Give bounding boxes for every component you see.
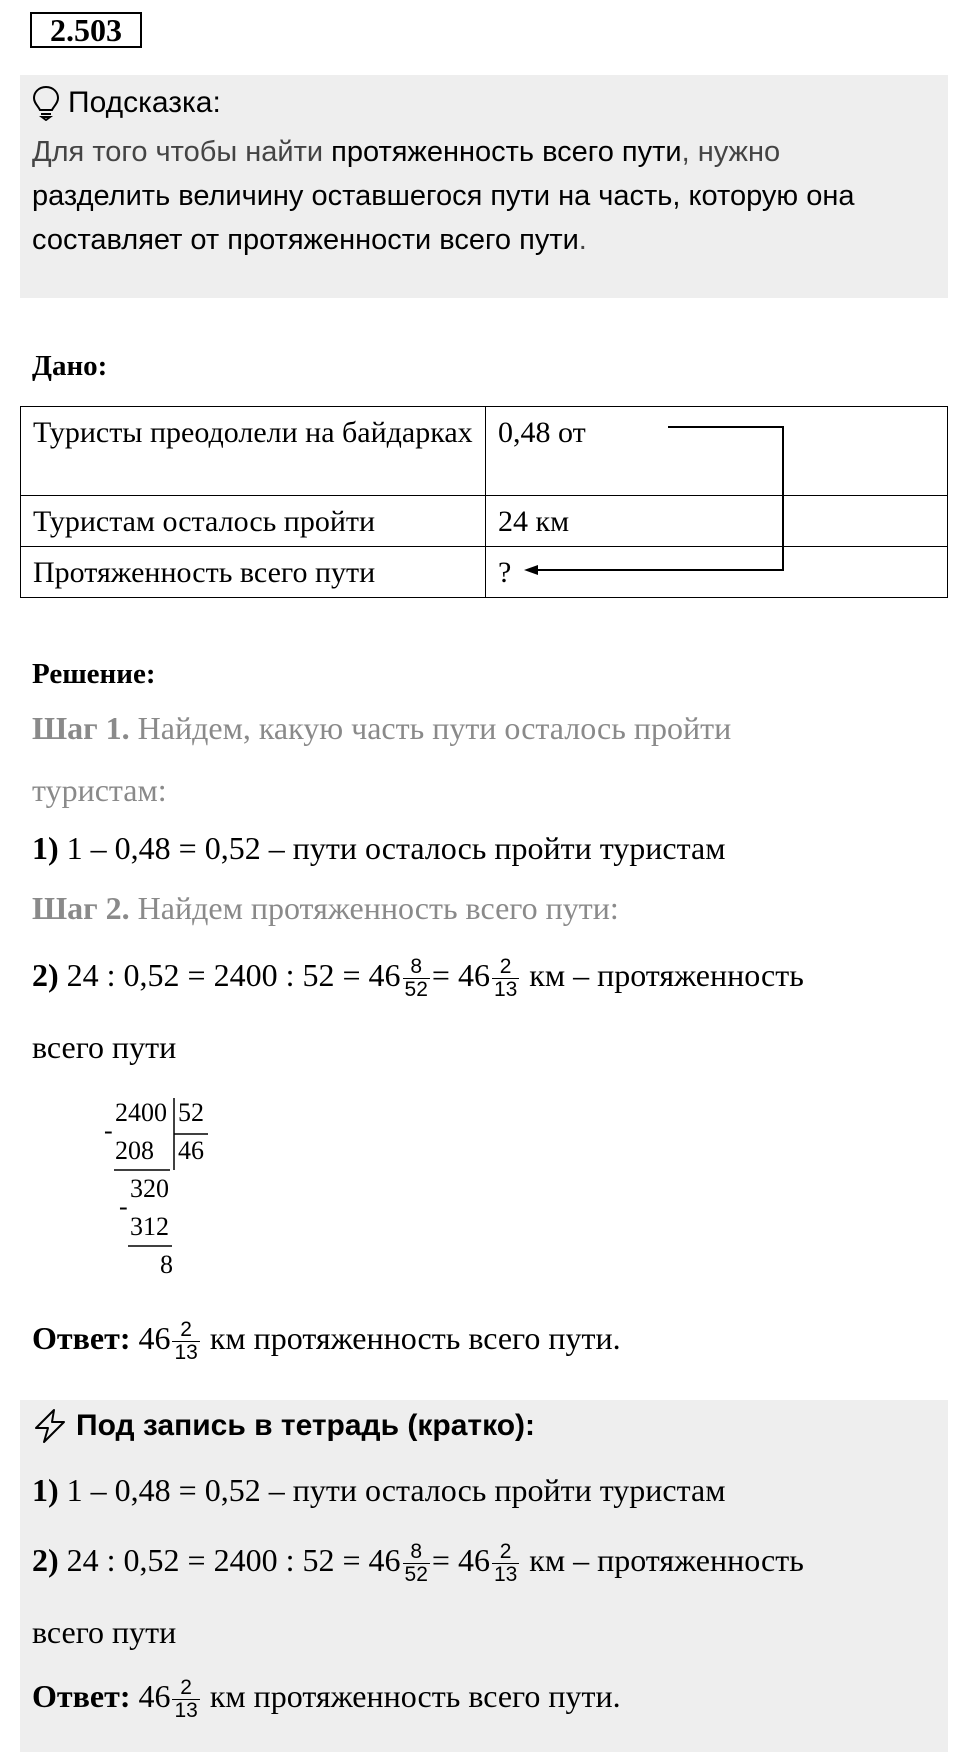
given-label-1: Туристы преодолели на байдарках: [21, 407, 486, 496]
answer-text: км протяженность всего пути.: [201, 1320, 621, 1356]
table-row: [21, 407, 948, 496]
given-value-2: 24 км: [486, 496, 948, 547]
step2-label: Шаг 2.: [32, 890, 130, 926]
step1-line: [32, 708, 731, 748]
note-answer-line: [32, 1676, 621, 1722]
fraction: [172, 1319, 199, 1364]
answer-label: Ответ:: [32, 1320, 131, 1356]
fraction: [403, 956, 430, 1001]
hint-text-5: .: [578, 224, 587, 256]
final-remainder: 8: [160, 1250, 173, 1279]
solution-title: Решение:: [32, 658, 156, 690]
eq2-text-c: км – протяженность: [521, 957, 804, 993]
given-value-1: 0,48 от: [486, 407, 948, 496]
eq2-text-a: 24 : 0,52 = 2400 : 52 = 46: [58, 957, 401, 993]
fraction: [403, 1541, 430, 1586]
table-row: [21, 496, 948, 547]
note-answer-label: Ответ:: [32, 1678, 131, 1714]
divisor: 52: [178, 1098, 204, 1127]
fraction-numerator: 2: [499, 955, 512, 979]
subtrahend-2: 312: [130, 1212, 169, 1241]
fraction-denominator: 52: [404, 1563, 428, 1587]
hint-title-text: Подсказка:: [68, 86, 221, 119]
fraction-denominator: 13: [493, 978, 518, 1002]
given-label-3: Протяженность всего пути: [21, 547, 486, 598]
fraction: [492, 956, 519, 1001]
fraction-denominator: 13: [174, 1341, 198, 1365]
given-label-2: Туристам осталось пройти: [21, 496, 486, 547]
given-value-3: ?: [486, 547, 948, 598]
fraction-numerator: 8: [410, 1540, 423, 1564]
note-eq2-line: [32, 1540, 804, 1586]
fraction-numerator: 2: [499, 1540, 512, 1564]
fraction-denominator: 13: [174, 1699, 198, 1723]
step1-line-cont: туристам:: [32, 772, 167, 808]
note-eq2-text-b: = 46: [431, 1542, 490, 1578]
quotient: 46: [178, 1136, 204, 1165]
table-row: [21, 547, 948, 598]
note-eq1-text: 1 – 0,48 = 0,52 – пути осталось пройти туристам: [58, 1472, 726, 1508]
fraction-denominator: 52: [404, 978, 428, 1002]
answer-line: [32, 1318, 621, 1364]
given-table: [20, 406, 948, 598]
minus-sign: -: [119, 1192, 128, 1221]
fraction-numerator: 2: [180, 1676, 192, 1700]
eq2-line: [32, 955, 804, 1001]
note-eq1-line: [32, 1470, 725, 1510]
fraction-numerator: 2: [180, 1318, 192, 1342]
hint-title: [32, 85, 221, 121]
note-answer-text: км протяженность всего пути.: [201, 1678, 621, 1714]
note-eq2-text-c: км – протяженность: [521, 1542, 804, 1578]
fraction-numerator: 8: [410, 955, 423, 979]
fraction: [492, 1541, 519, 1586]
note-eq1-num: 1): [32, 1472, 59, 1508]
note-eq2-line-cont: всего пути: [32, 1614, 177, 1650]
lightbulb-icon: [32, 85, 60, 121]
note-title: [32, 1408, 535, 1444]
answer-whole: 46: [130, 1320, 171, 1356]
note-eq2-num: 2): [32, 1542, 59, 1578]
minus-sign: -: [104, 1116, 113, 1145]
step2-text: Найдем протяженность всего пути:: [129, 890, 619, 926]
long-division: [100, 1098, 220, 1288]
task-number: 2.503: [30, 12, 142, 48]
eq2-line-cont: всего пути: [32, 1029, 177, 1065]
hint-text-1: Для того чтобы найти: [32, 136, 332, 168]
division-lines: [100, 1098, 220, 1288]
eq2-num: 2): [32, 957, 59, 993]
subtrahend-1: 208: [115, 1136, 154, 1165]
hint-text-2: протяженность всего пути: [331, 136, 682, 168]
note-title-text: Под запись в тетрадь (кратко):: [76, 1409, 536, 1442]
step2-line: [32, 888, 619, 928]
step1-label: Шаг 1.: [32, 710, 130, 746]
remainder-1: 320: [130, 1174, 169, 1203]
fraction-denominator: 13: [493, 1563, 518, 1587]
eq1-line: [32, 828, 725, 868]
given-title: Дано:: [32, 350, 108, 382]
eq2-text-b: = 46: [431, 957, 490, 993]
fraction: [172, 1677, 199, 1722]
note-eq2-text-a: 24 : 0,52 = 2400 : 52 = 46: [58, 1542, 401, 1578]
eq1-text: 1 – 0,48 = 0,52 – пути осталось пройти туристам: [58, 830, 726, 866]
hint-text-3: , нужно: [681, 136, 781, 168]
hint-text: [32, 130, 942, 262]
hint-text-4: разделить величину оставшегося пути на часть, которую она составляет от протяженности всего пути: [32, 180, 855, 256]
dividend: 2400: [115, 1098, 167, 1127]
note-answer-whole: 46: [130, 1678, 171, 1714]
step1-text: Найдем, какую часть пути осталось пройти: [129, 710, 732, 746]
lightning-icon: [32, 1408, 68, 1444]
eq1-num: 1): [32, 830, 59, 866]
